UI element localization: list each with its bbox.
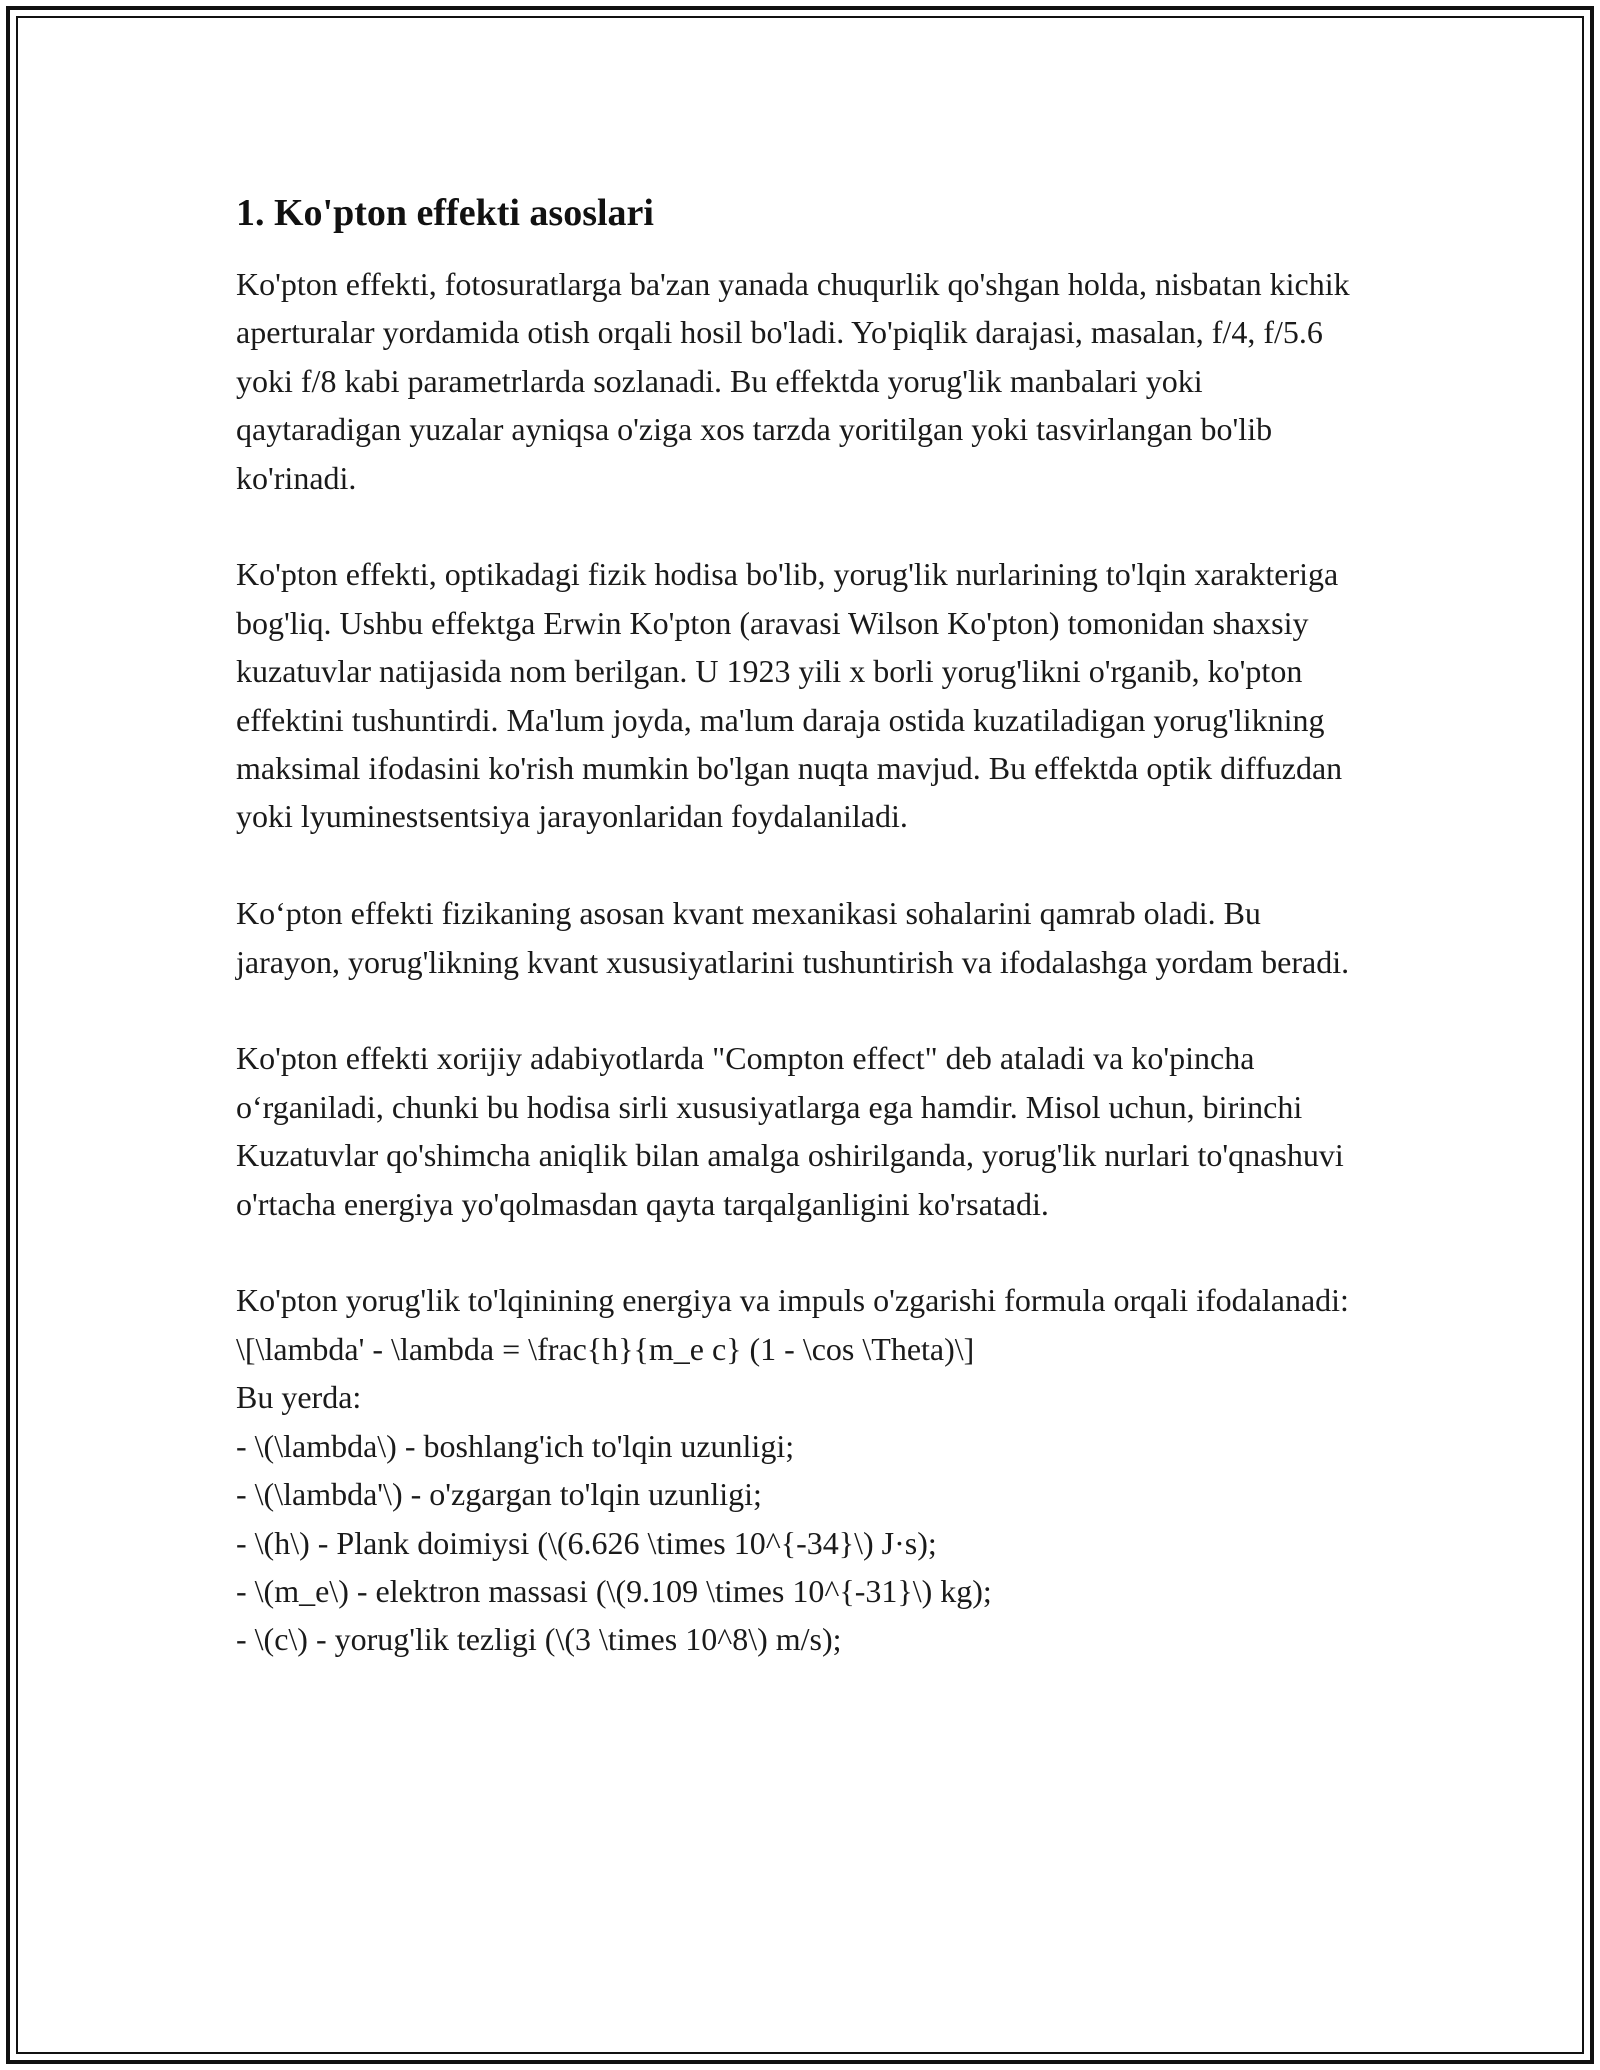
- paragraph-1: Ko'pton effekti, fotosuratlarga ba'zan yanada chuqurlik qo'shgan holda, nisbatan kichik aperturalar yordamida otish orqali hosil bo'ladi. Yo'piqlik darajasi, masalan, f/4, f/5.6 yoki f/8 kabi parametrlarda sozlanadi. Bu effektda yorug'lik manbalari yoki qaytaradigan yuzalar ayniqsa o'ziga xos tarzda yoritilgan yoki tasvirlangan bo'lib ko'rinadi.: [236, 266, 1350, 496]
- formula-variable-item: - \(\lambda'\) - o'zgargan to'lqin uzunligi;: [236, 1476, 762, 1513]
- section-heading: 1. Ko'pton effekti asoslari: [236, 192, 654, 234]
- formula-variable-item: - \(\lambda\) - boshlang'ich to'lqin uzunligi;: [236, 1427, 795, 1464]
- formula-variable-item: - \(c\) - yorug'lik tezligi (\(3 \times 10^8\) m/s);: [236, 1621, 842, 1658]
- paragraph-2: Ko'pton effekti, optikadagi fizik hodisa bo'lib, yorug'lik nurlarining to'lqin xarakteriga bog'liq. Ushbu effektga Erwin Ko'pton (aravasi Wilson Ko'pton) tomonidan shaxsiy kuzatuvlar natijasida nom berilgan. U 1923 yili x borli yorug'likni o'rganib, ko'pton effektini tushuntirdi. Ma'lum joyda, ma'lum daraja ostida kuzatiladigan yorug'likning maksimal ifodasini ko'rish mumkin bo'lgan nuqta mavjud. Bu effektda optik diffuzdan yoki lyuminestsentsiya jarayonlaridan foydalaniladi.: [236, 556, 1343, 835]
- formula-intro: Ko'pton yorug'lik to'lqinining energiya va impuls o'zgarishi formula orqali ifodalanadi:: [236, 1282, 1349, 1319]
- document-body: [236, 186, 1366, 1664]
- formula-variable-item: - \(m_e\) - elektron massasi (\(9.109 \times 10^{-31}\) kg);: [236, 1572, 992, 1609]
- formula-where-label: Bu yerda:: [236, 1379, 362, 1416]
- formula-variable-item: - \(h\) - Plank doimiysi (\(6.626 \times 10^{-34}\) J·s);: [236, 1524, 937, 1561]
- formula-section: [236, 1276, 1366, 1663]
- formula-latex: \[\lambda' - \lambda = \frac{h}{m_e c} (1 - \cos \Theta)\]: [236, 1330, 975, 1367]
- paragraph-4: Ko'pton effekti xorijiy adabiyotlarda "Compton effect" deb ataladi va ko'pincha o‘rganiladi, chunki bu hodisa sirli xususiyatlarga ega hamdir. Misol uchun, birinchi Kuzatuvlar qo'shimcha aniqlik bilan amalga oshirilganda, yorug'lik nurlari to'qnashuvi o'rtacha energiya yo'qolmasdan qayta tarqalganligini ko'rsatadi.: [236, 1040, 1344, 1222]
- paragraph-3: Ko‘pton effekti fizikaning asosan kvant mexanikasi sohalarini qamrab oladi. Bu jarayon, yorug'likning kvant xususiyatlarini tushuntirish va ifodalashga yordam beradi.: [236, 895, 1350, 980]
